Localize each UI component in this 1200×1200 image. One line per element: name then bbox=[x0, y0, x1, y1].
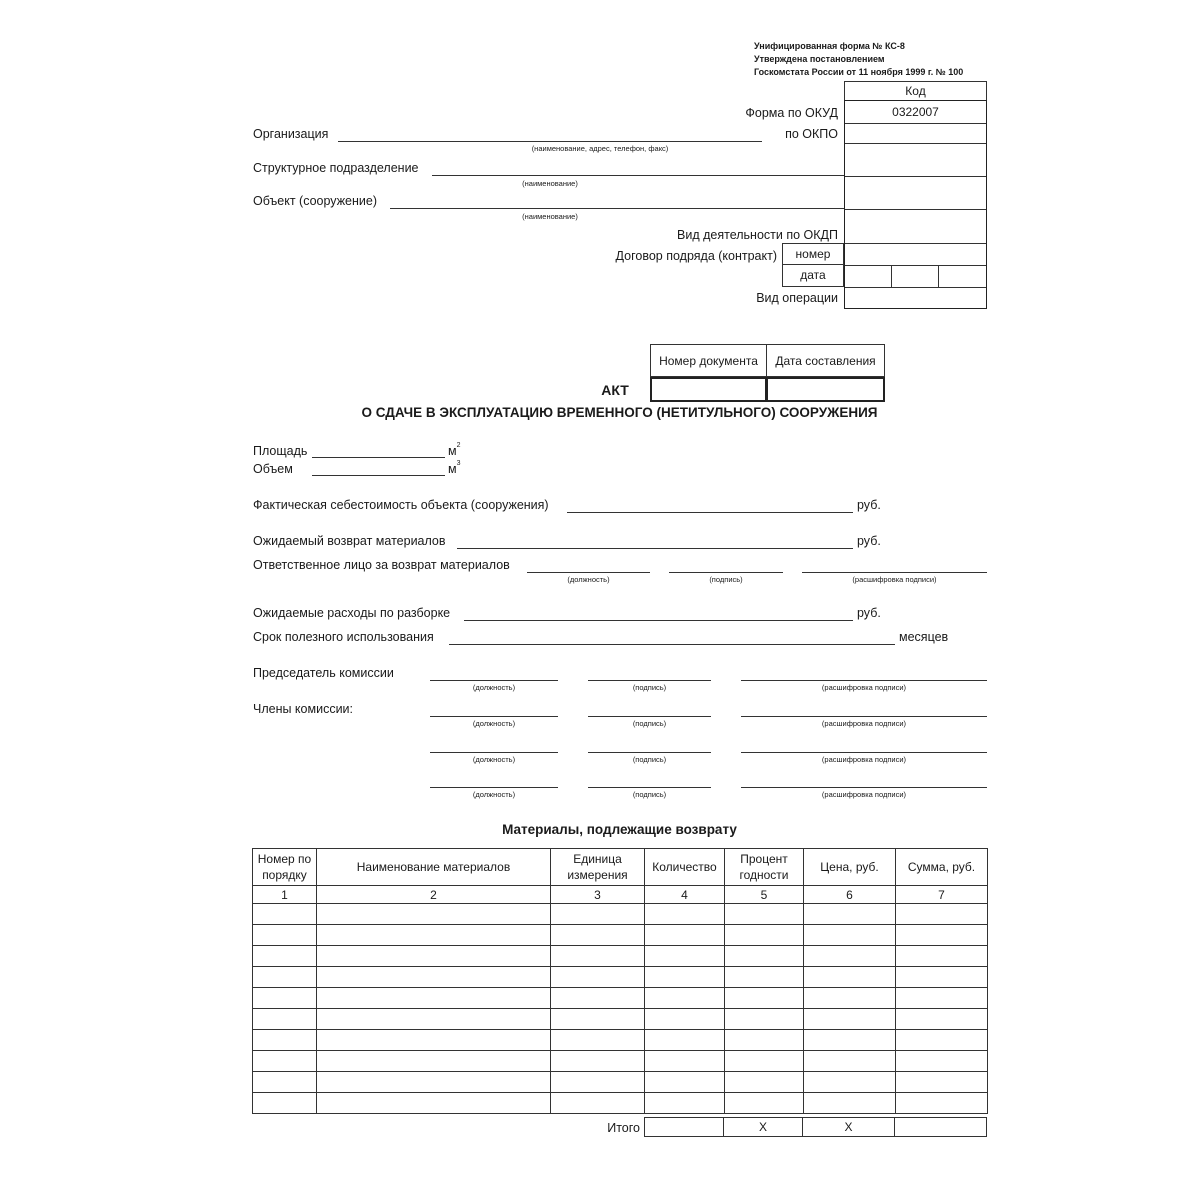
decoding-hint: (расшифровка подписи) bbox=[821, 790, 907, 799]
col-header-percent: Процент годности bbox=[725, 849, 804, 886]
total-percent-cell: Х bbox=[723, 1117, 803, 1137]
col-number: 3 bbox=[551, 886, 645, 904]
total-price-cell: Х bbox=[802, 1117, 895, 1137]
dismantle-input[interactable] bbox=[464, 620, 853, 621]
member3-position-input[interactable] bbox=[430, 787, 558, 788]
volume-input[interactable] bbox=[312, 475, 445, 476]
document-title: АКТ bbox=[601, 382, 629, 398]
okud-label: Форма по ОКУД bbox=[745, 106, 838, 120]
table-row[interactable] bbox=[253, 1072, 988, 1093]
table-row[interactable] bbox=[253, 988, 988, 1009]
col-number: 4 bbox=[645, 886, 725, 904]
contract-date-cell[interactable]: дата bbox=[782, 265, 844, 287]
member3-signature-input[interactable] bbox=[588, 787, 711, 788]
member1-position-input[interactable] bbox=[430, 716, 558, 717]
area-unit: $м^2$ bbox=[448, 442, 461, 458]
position-hint: (должность) bbox=[472, 719, 516, 728]
return-input[interactable] bbox=[457, 548, 853, 549]
table-row[interactable] bbox=[253, 1093, 988, 1114]
chairman-position-input[interactable] bbox=[430, 680, 558, 681]
doc-date-header: Дата составления bbox=[766, 344, 885, 377]
division-input[interactable] bbox=[432, 175, 844, 176]
dismantle-unit: руб. bbox=[857, 606, 881, 620]
okpo-label: по ОКПО bbox=[785, 127, 838, 141]
member2-signature-input[interactable] bbox=[588, 752, 711, 753]
total-sum-cell[interactable] bbox=[894, 1117, 987, 1137]
responsible-position-input[interactable] bbox=[527, 572, 650, 573]
decree-line: Госкомстата России от 11 ноября 1999 г. № 100 bbox=[754, 67, 964, 77]
position-hint: (должность) bbox=[472, 755, 516, 764]
organization-hint: (наименование, адрес, телефон, факс) bbox=[531, 144, 669, 153]
okud-code-field[interactable]: 0322007 bbox=[845, 101, 986, 124]
doc-date-field[interactable] bbox=[766, 377, 885, 402]
term-input[interactable] bbox=[449, 644, 895, 645]
total-label: Итого bbox=[607, 1121, 640, 1135]
signature-hint: (подпись) bbox=[632, 755, 667, 764]
code-box bbox=[844, 100, 987, 309]
cost-input[interactable] bbox=[567, 512, 853, 513]
contract-label: Договор подряда (контракт) bbox=[615, 249, 777, 263]
organization-input[interactable] bbox=[338, 141, 762, 142]
object-hint: (наименование) bbox=[522, 212, 578, 221]
term-unit: месяцев bbox=[899, 630, 949, 644]
table-header-row bbox=[253, 849, 988, 886]
object-input[interactable] bbox=[390, 208, 844, 209]
cost-unit: руб. bbox=[857, 498, 881, 512]
signature-hint: (подпись) bbox=[632, 719, 667, 728]
doc-number-header: Номер документа bbox=[650, 344, 767, 377]
member3-decoding-input[interactable] bbox=[741, 787, 987, 788]
code-header: Код bbox=[844, 81, 987, 100]
signature-hint: (подпись) bbox=[632, 790, 667, 799]
member1-decoding-input[interactable] bbox=[741, 716, 987, 717]
col-number: 5 bbox=[725, 886, 804, 904]
materials-table bbox=[252, 848, 988, 1114]
col-header-quantity: Количество bbox=[645, 849, 725, 886]
decoding-hint: (расшифровка подписи) bbox=[821, 755, 907, 764]
col-number: 7 bbox=[896, 886, 988, 904]
return-label: Ожидаемый возврат материалов bbox=[253, 534, 446, 548]
form-number-line: Унифицированная форма № КС-8 bbox=[754, 41, 905, 51]
responsible-signature-hint: (подпись) bbox=[709, 575, 743, 584]
organization-label: Организация bbox=[253, 127, 329, 141]
col-header-number: Номер по порядку bbox=[253, 849, 317, 886]
decoding-hint: (расшифровка подписи) bbox=[821, 683, 907, 692]
column-number-row bbox=[253, 886, 988, 904]
chairman-decoding-input[interactable] bbox=[741, 680, 987, 681]
document-subtitle: О СДАЧЕ В ЭКСПЛУАТАЦИЮ ВРЕМЕННОГО (НЕТИТУЛЬНОГО) СООРУЖЕНИЯ bbox=[361, 405, 878, 420]
contract-number-cell[interactable]: номер bbox=[782, 243, 844, 265]
table-row[interactable] bbox=[253, 904, 988, 925]
responsible-signature-input[interactable] bbox=[669, 572, 783, 573]
position-hint: (должность) bbox=[472, 683, 516, 692]
responsible-position-hint: (должность) bbox=[567, 575, 610, 584]
approval-line: Утверждена постановлением bbox=[754, 54, 885, 64]
division-hint: (наименование) bbox=[522, 179, 578, 188]
col-header-sum: Сумма, руб. bbox=[896, 849, 988, 886]
area-label: Площадь bbox=[253, 444, 308, 458]
decoding-hint: (расшифровка подписи) bbox=[821, 719, 907, 728]
signature-hint: (подпись) bbox=[632, 683, 667, 692]
materials-title: Материалы, подлежащие возврату bbox=[502, 822, 737, 837]
col-number: 6 bbox=[804, 886, 896, 904]
table-row[interactable] bbox=[253, 1051, 988, 1072]
responsible-label: Ответственное лицо за возврат материалов bbox=[253, 558, 510, 572]
table-row[interactable] bbox=[253, 946, 988, 967]
col-header-price: Цена, руб. bbox=[804, 849, 896, 886]
volume-label: Объем bbox=[253, 462, 293, 476]
responsible-decoding-hint: (расшифровка подписи) bbox=[852, 575, 937, 584]
okdp-label: Вид деятельности по ОКДП bbox=[677, 228, 838, 242]
term-label: Срок полезного использования bbox=[253, 630, 434, 644]
operation-label: Вид операции bbox=[756, 291, 838, 305]
members-label: Члены комиссии: bbox=[253, 702, 354, 716]
member1-signature-input[interactable] bbox=[588, 716, 711, 717]
table-row[interactable] bbox=[253, 1009, 988, 1030]
table-row[interactable] bbox=[253, 925, 988, 946]
return-unit: руб. bbox=[857, 534, 881, 548]
area-input[interactable] bbox=[312, 457, 445, 458]
col-number: 2 bbox=[317, 886, 551, 904]
division-label: Структурное подразделение bbox=[253, 161, 419, 175]
responsible-decoding-input[interactable] bbox=[802, 572, 987, 573]
table-row[interactable] bbox=[253, 1030, 988, 1051]
member2-decoding-input[interactable] bbox=[741, 752, 987, 753]
table-row[interactable] bbox=[253, 967, 988, 988]
position-hint: (должность) bbox=[472, 790, 516, 799]
volume-unit: $м^3$ bbox=[448, 460, 461, 476]
chairman-signature-input[interactable] bbox=[588, 680, 711, 681]
member2-position-input[interactable] bbox=[430, 752, 558, 753]
col-header-name: Наименование материалов bbox=[317, 849, 551, 886]
object-label: Объект (сооружение) bbox=[253, 194, 378, 208]
col-header-unit: Единица измерения bbox=[551, 849, 645, 886]
chairman-label: Председатель комиссии bbox=[253, 666, 394, 680]
col-number: 1 bbox=[253, 886, 317, 904]
dismantle-label: Ожидаемые расходы по разборке bbox=[253, 606, 451, 620]
cost-label: Фактическая себестоимость объекта (сооружения) bbox=[253, 498, 549, 512]
total-quantity-cell[interactable] bbox=[644, 1117, 724, 1137]
form-header-note bbox=[754, 40, 963, 79]
